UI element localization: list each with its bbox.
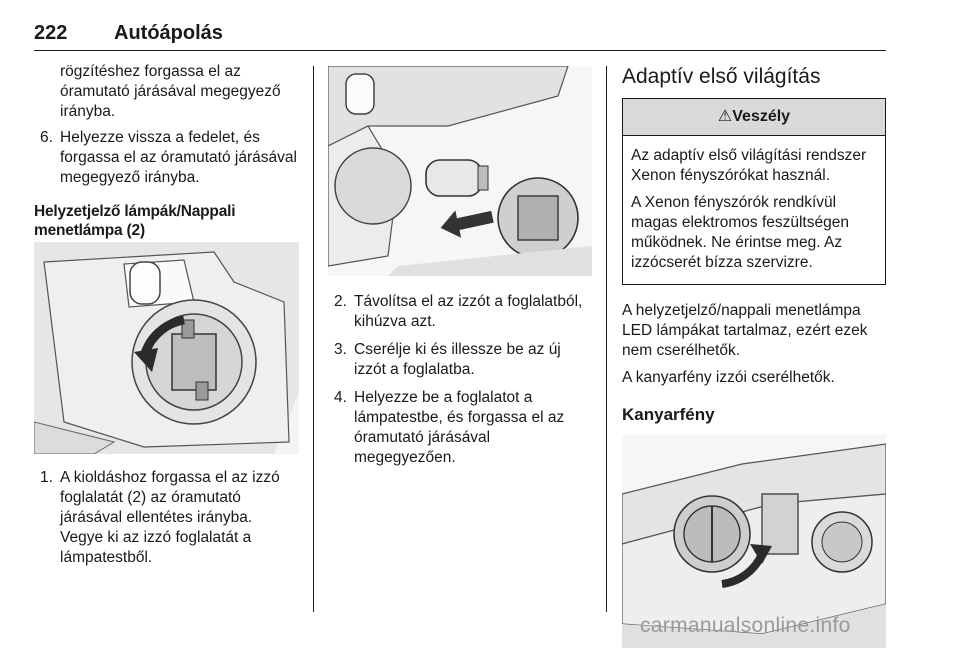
column-divider bbox=[606, 66, 607, 612]
body-paragraph: A helyzetjelző/nappali menetlámpa LED lámpákat tartalmaz, ezért ezek nem cserélhetők. bbox=[622, 302, 868, 359]
watermark: carmanualsonline.info bbox=[640, 614, 851, 637]
step-text: Helyezze vissza a fedelet, és forgassa el az óramutató járásával megegyező irányba. bbox=[60, 129, 297, 186]
column-divider bbox=[313, 66, 314, 612]
warning-title: Veszély bbox=[732, 108, 791, 125]
warning-paragraph: Az adaptív első világítási rendszer Xenon fényszórókat használ. bbox=[631, 147, 867, 184]
step-number: 2. bbox=[334, 293, 347, 310]
step-item bbox=[328, 292, 592, 332]
section-heading: Adaptív első világítás bbox=[622, 65, 821, 88]
column-left bbox=[34, 62, 299, 576]
step-item bbox=[328, 388, 592, 468]
warning-header bbox=[623, 99, 885, 136]
step-item bbox=[328, 340, 592, 380]
column-middle bbox=[328, 62, 592, 476]
page-title: Autóápolás bbox=[114, 22, 223, 44]
step-item bbox=[34, 128, 299, 188]
section-heading: Helyzetjelző lámpák/Nappali menetlámpa (2) bbox=[34, 203, 236, 239]
continued-text: rögzítéshez forgassa el az óramutató járásával megegyező irányba. bbox=[60, 63, 281, 120]
warning-box bbox=[622, 98, 886, 285]
step-text: Helyezze be a foglalatot a lámpatestbe, és forgassa el az óramutató járásával megegyezően. bbox=[354, 389, 565, 466]
page-header bbox=[34, 20, 886, 51]
step-number: 4. bbox=[334, 389, 347, 406]
warning-body bbox=[623, 136, 885, 284]
warning-paragraph: A Xenon fényszórók rendkívül magas elektromos feszültségen működnek. Ne érintse meg. Az izzócserét bízza szervizre. bbox=[631, 194, 849, 271]
step-number: 3. bbox=[334, 341, 347, 358]
step-text: A kioldáshoz forgassa el az izzó foglalatát (2) az óramutató járásával ellentétes irányba. Vegye ki az izzó foglalatát a lámpatestből. bbox=[60, 469, 280, 566]
step-text: Cserélje ki és illessze be az új izzót a foglalatba. bbox=[354, 341, 561, 378]
step-item bbox=[34, 468, 299, 568]
subsection-heading: Kanyarfény bbox=[622, 405, 715, 424]
warning-triangle-icon: ⚠ bbox=[717, 108, 733, 125]
bulb-removal-illustration bbox=[328, 66, 592, 276]
step-list bbox=[328, 292, 592, 468]
step-text: Távolítsa el az izzót a foglalatból, kihúzva azt. bbox=[354, 293, 583, 330]
step-number: 1. bbox=[40, 469, 53, 486]
step-list bbox=[34, 468, 299, 568]
body-paragraph: A kanyarfény izzói cserélhetők. bbox=[622, 369, 835, 386]
step-list bbox=[34, 128, 299, 188]
page-number: 222 bbox=[34, 22, 68, 44]
bulb-socket-illustration bbox=[34, 242, 299, 454]
step-number: 6. bbox=[40, 129, 53, 146]
column-right bbox=[622, 62, 886, 648]
